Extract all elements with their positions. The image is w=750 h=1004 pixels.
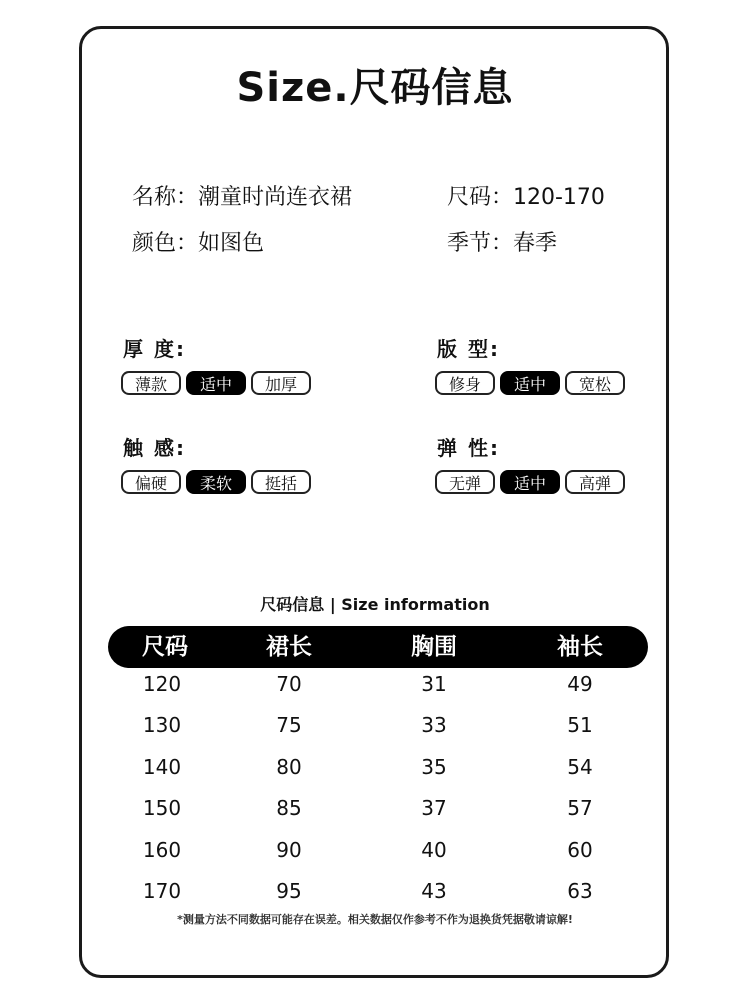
thickness-label: 厚 度:: [123, 337, 186, 361]
table-cell: 130: [142, 713, 182, 737]
touch-option-soft: 柔软: [186, 470, 246, 494]
header-dress-length: 裙长: [266, 634, 312, 660]
table-cell: 60: [567, 838, 593, 862]
table-row: [0, 876, 750, 906]
table-cell: 95: [276, 879, 302, 903]
fit-label: 版 型:: [437, 337, 500, 361]
table-cell: 150: [142, 796, 182, 820]
table-cell: 49: [567, 672, 593, 696]
header-size: 尺码: [142, 634, 188, 660]
product-name: 名称：潮童时尚连衣裙: [132, 185, 353, 210]
fit-option-loose: 宽松: [565, 371, 625, 395]
thickness-option-thick: 加厚: [251, 371, 311, 395]
size-table-caption: 尺码信息 | Size information: [260, 595, 490, 614]
table-cell: 51: [567, 713, 593, 737]
measurement-disclaimer: *测量方法不同数据可能存在误差。相关数据仅作参考不作为退换货凭据敬请谅解!: [177, 913, 573, 926]
table-row: [0, 835, 750, 865]
product-size-range: 尺码：120-170: [447, 185, 605, 210]
thickness-option-thin: 薄款: [121, 371, 181, 395]
table-cell: 40: [421, 838, 447, 862]
fit-options: [435, 371, 625, 395]
touch-option-stiff: 偏硬: [121, 470, 181, 494]
table-cell: 37: [421, 796, 447, 820]
touch-label: 触 感:: [123, 436, 186, 460]
elasticity-option-high: 高弹: [565, 470, 625, 494]
header-bust: 胸围: [411, 634, 457, 660]
elasticity-option-medium: 适中: [500, 470, 560, 494]
thickness-options: [121, 371, 311, 395]
table-cell: 75: [276, 713, 302, 737]
table-cell: 31: [421, 672, 447, 696]
thickness-option-medium: 适中: [186, 371, 246, 395]
table-cell: 43: [421, 879, 447, 903]
table-cell: 140: [142, 755, 182, 779]
elasticity-label: 弹 性:: [437, 436, 500, 460]
table-cell: 170: [142, 879, 182, 903]
table-cell: 57: [567, 796, 593, 820]
page-title: Size.尺码信息: [236, 65, 514, 111]
table-cell: 63: [567, 879, 593, 903]
table-cell: 160: [142, 838, 182, 862]
header-sleeve-length: 袖长: [557, 634, 603, 660]
table-cell: 70: [276, 672, 302, 696]
touch-options: [121, 470, 311, 494]
fit-option-regular: 适中: [500, 371, 560, 395]
table-row: [0, 752, 750, 782]
table-row: [0, 669, 750, 699]
table-cell: 35: [421, 755, 447, 779]
table-cell: 85: [276, 796, 302, 820]
table-cell: 90: [276, 838, 302, 862]
product-season: 季节：春季: [447, 231, 558, 256]
table-cell: 80: [276, 755, 302, 779]
table-cell: 54: [567, 755, 593, 779]
table-row: [0, 710, 750, 740]
product-color: 颜色：如图色: [132, 231, 265, 256]
elasticity-options: [435, 470, 625, 494]
table-cell: 33: [421, 713, 447, 737]
table-row: [0, 793, 750, 823]
table-cell: 120: [142, 672, 182, 696]
elasticity-option-none: 无弹: [435, 470, 495, 494]
fit-option-slim: 修身: [435, 371, 495, 395]
touch-option-crisp: 挺括: [251, 470, 311, 494]
